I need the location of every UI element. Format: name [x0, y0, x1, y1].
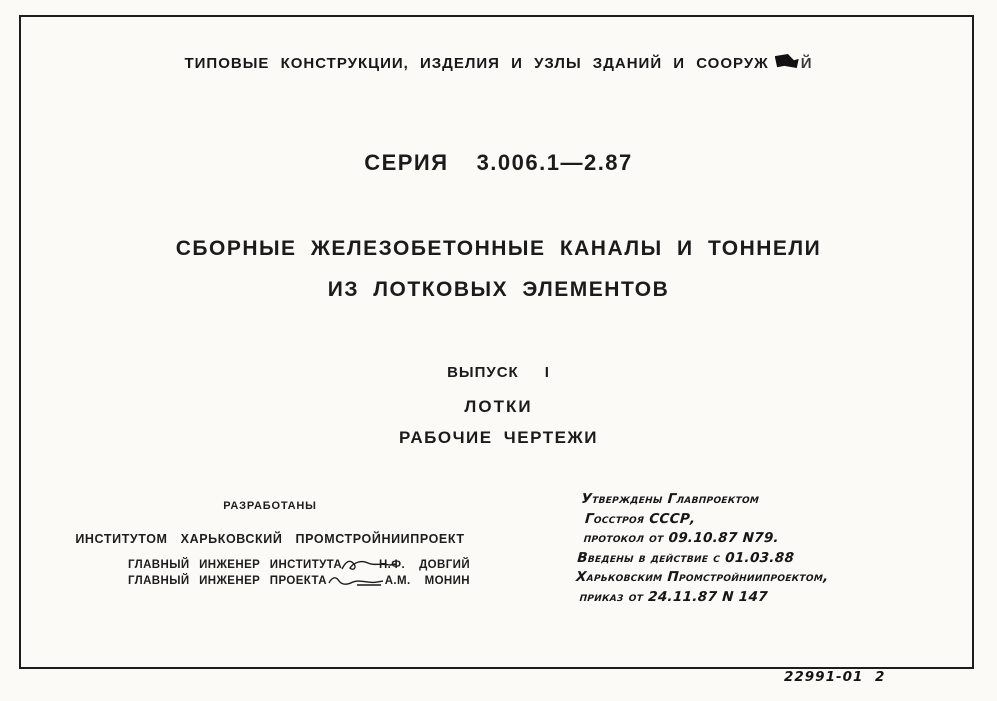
- signer-role: ГЛАВНЫЙ ИНЖЕНЕР ПРОЕКТА: [128, 575, 327, 587]
- signer-row: [128, 557, 470, 573]
- signer-row: [128, 573, 470, 589]
- approval-line: Харьковским Промстройниипроектом,: [575, 569, 830, 585]
- signature-icon: [327, 573, 381, 589]
- category-text: ТИПОВЫЕ КОНСТРУКЦИИ, ИЗДЕЛИЯ И УЗЛЫ ЗДАНИЙ И СООРУЖ: [184, 55, 769, 72]
- issue-doc-type: РАБОЧИЕ ЧЕРТЕЖИ: [399, 428, 598, 447]
- series-number: 3.006.1—2.87: [476, 150, 633, 175]
- document-title-line1: СБОРНЫЕ ЖЕЛЕЗОБЕТОННЫЕ КАНАЛЫ И ТОННЕЛИ: [175, 237, 822, 260]
- signer-rows: [70, 557, 470, 589]
- document-category-line: [0, 54, 997, 72]
- category-text-tail: Й: [800, 55, 813, 72]
- signer-name: ДОВГИЙ: [419, 559, 470, 571]
- developed-by-block: [70, 500, 470, 589]
- developed-heading: РАЗРАБОТАНЫ: [223, 500, 317, 512]
- series-line: [0, 150, 997, 176]
- signer-initials: А.М.: [384, 575, 411, 587]
- approval-line: протокол от 09.10.87 N79.: [583, 530, 780, 546]
- signer-name: МОНИН: [424, 575, 470, 587]
- approval-line: Госстроя СССР,: [584, 510, 697, 527]
- document-title-line2: ИЗ ЛОТКОВЫХ ЭЛЕМЕНТОВ: [327, 278, 670, 301]
- approval-line: Утверждены Главпроектом: [580, 491, 760, 507]
- ink-blot-icon: [775, 54, 799, 68]
- institute-line: ИНСТИТУТОМ ХАРЬКОВСКИЙ ПРОМСТРОЙНИИПРОЕКТ: [75, 532, 465, 546]
- approval-stamp-block: [574, 490, 912, 607]
- issue-number: I: [544, 364, 550, 381]
- signer-role: ГЛАВНЫЙ ИНЖЕНЕР ИНСТИТУТА: [128, 559, 343, 571]
- issue-line: [0, 364, 997, 381]
- issue-subtitle: ЛОТКИ: [464, 397, 533, 416]
- signature-icon: [340, 557, 385, 573]
- signer-initials: Н.Ф.: [378, 559, 406, 571]
- approval-line: приказ от 24.11.87 N 147: [579, 588, 769, 605]
- approval-line: Введены в действие с 01.03.88: [576, 549, 795, 566]
- series-label: СЕРИЯ: [364, 150, 449, 175]
- document-number: 22991-01 2: [784, 669, 886, 685]
- issue-label: ВЫПУСК: [447, 364, 519, 381]
